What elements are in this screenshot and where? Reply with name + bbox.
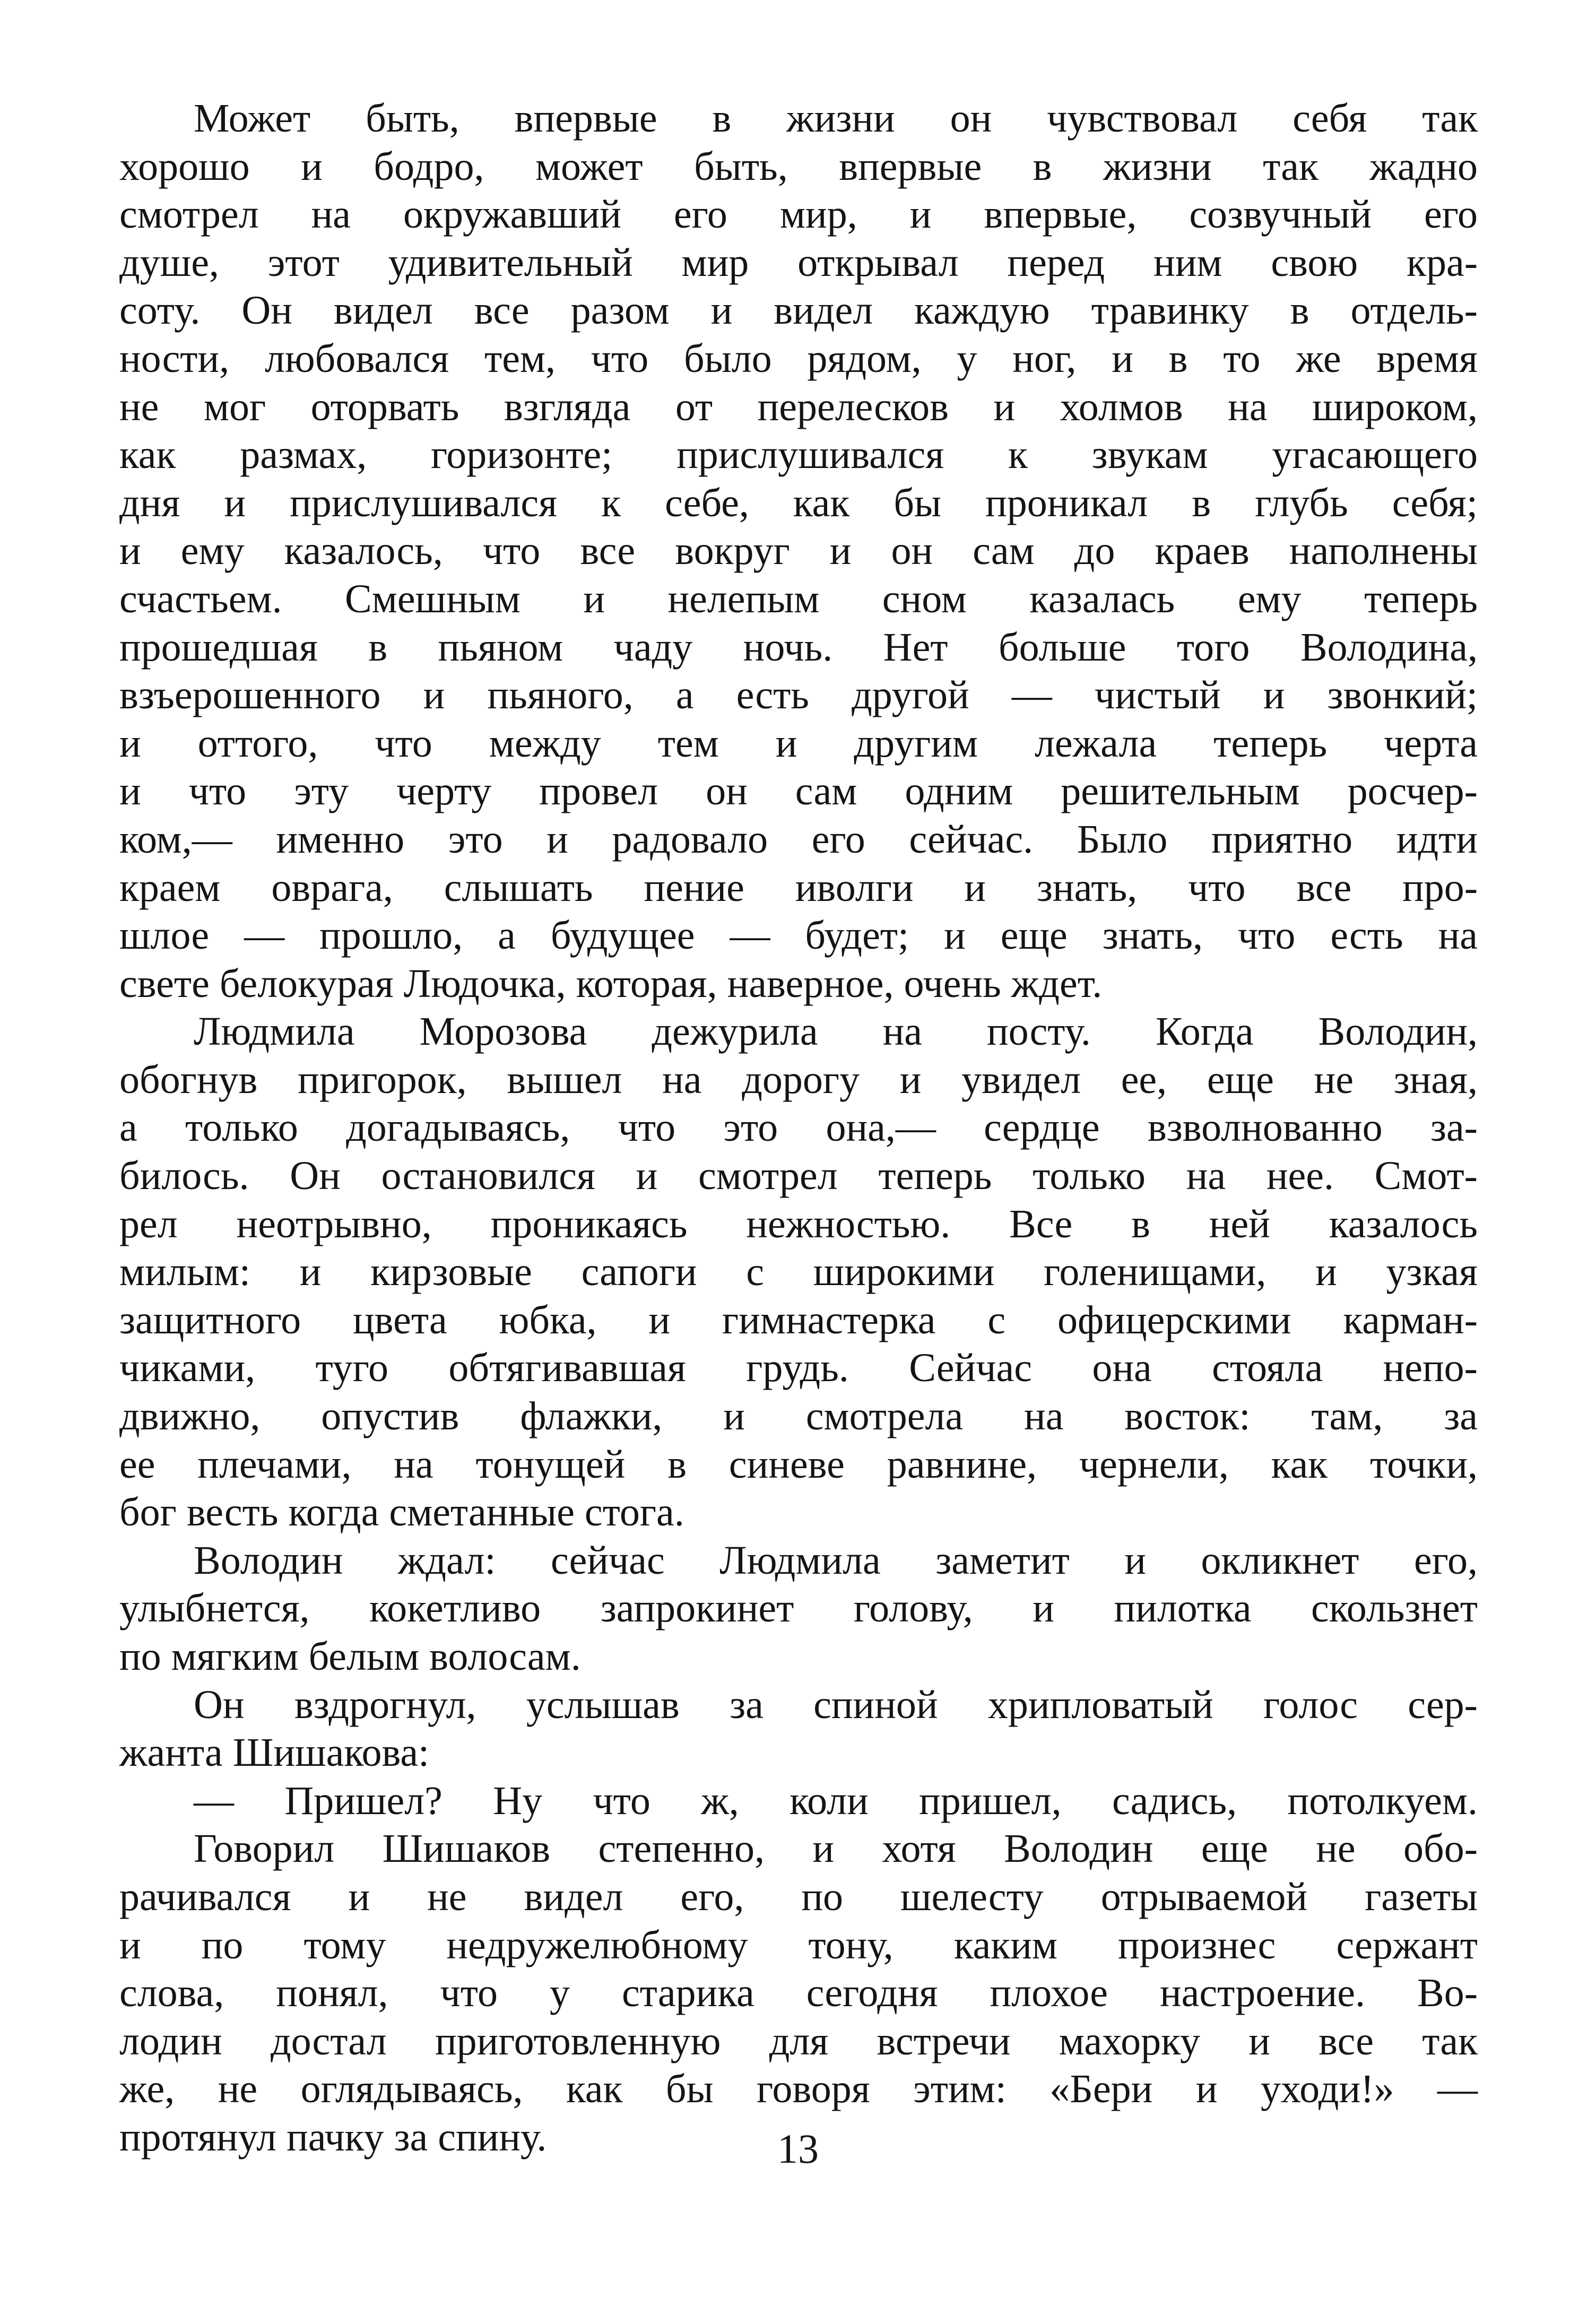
- text-line: ее плечами, на тонущей в синеве равнине, чернели, как точки,: [119, 1442, 1478, 1487]
- text-line: рачивался и не видел его, по шелесту отрываемой газеты: [119, 1874, 1478, 1919]
- text-line: и по тому недружелюбному тону, каким произнес сержант: [119, 1922, 1478, 1967]
- text-line: движно, опустив флажки, и смотрела на восток: там, за: [119, 1394, 1478, 1439]
- text-line: и что эту черту провел он сам одним решительным росчер-: [119, 769, 1478, 814]
- text-line: Говорил Шишаков степенно, и хотя Володин еще не обо-: [194, 1826, 1478, 1871]
- page-number: 13: [777, 2126, 819, 2172]
- text-line: хорошо и бодро, может быть, впервые в жизни так жадно: [119, 144, 1478, 189]
- text-line: шлое — прошло, а будущее — будет; и еще знать, что есть на: [119, 913, 1478, 958]
- text-line: взъерошенного и пьяного, а есть другой — чистый и звонкий;: [119, 673, 1478, 718]
- text-line: а только догадываясь, что это она,— сердце взволнованно за-: [119, 1105, 1478, 1150]
- text-line: лодин достал приготовленную для встречи махорку и все так: [119, 2018, 1478, 2063]
- text-line: — Пришел? Ну что ж, коли пришел, садись, потолкуем.: [194, 1778, 1478, 1823]
- text-line: защитного цвета юбка, и гимнастерка с офицерскими карман-: [119, 1297, 1478, 1342]
- text-line: жанта Шишакова:: [119, 1730, 430, 1775]
- text-line: обогнув пригорок, вышел на дорогу и увидел ее, еще не зная,: [119, 1057, 1478, 1102]
- text-line: бог весть когда сметанные стога.: [119, 1490, 684, 1535]
- text-line: чиками, туго обтягивавшая грудь. Сейчас она стояла непо-: [119, 1346, 1478, 1391]
- text-line: Может быть, впервые в жизни он чувствовал себя так: [194, 96, 1478, 141]
- text-line: соту. Он видел все разом и видел каждую травинку в отдель-: [119, 288, 1478, 333]
- text-line: протянул пачку за спину.: [119, 2114, 547, 2160]
- text-line: Он вздрогнул, услышав за спиной хрипловатый голос сер-: [194, 1682, 1478, 1727]
- text-line: дня и прислушивался к себе, как бы проникал в глубь себя;: [119, 480, 1478, 525]
- text-line: и ему казалось, что все вокруг и он сам до краев наполнены: [119, 528, 1478, 574]
- text-line: как размах, горизонте; прислушивался к звукам угасающего: [119, 432, 1478, 478]
- text-line: смотрел на окружавший его мир, и впервые, созвучный его: [119, 192, 1478, 237]
- text-line: краем оврага, слышать пение иволги и знать, что все про-: [119, 865, 1478, 910]
- text-line: и оттого, что между тем и другим лежала теперь черта: [119, 721, 1478, 766]
- text-line: улыбнется, кокетливо запрокинет голову, и пилотка скользнет: [119, 1586, 1478, 1631]
- text-line: слова, понял, что у старика сегодня плохое настроение. Во-: [119, 1971, 1478, 2016]
- text-line: не мог оторвать взгляда от перелесков и холмов на широком,: [119, 384, 1478, 429]
- text-line: ком,— именно это и радовало его сейчас. Было приятно идти: [119, 817, 1478, 862]
- text-line: счастьем. Смешным и нелепым сном казалась ему теперь: [119, 576, 1478, 621]
- text-line: свете белокурая Людочка, которая, наверное, очень ждет.: [119, 961, 1103, 1006]
- text-line: Людмила Морозова дежурила на посту. Когда Володин,: [194, 1009, 1478, 1054]
- text-line: милым: и кирзовые сапоги с широкими голенищами, и узкая: [119, 1250, 1478, 1295]
- text-line: рел неотрывно, проникаясь нежностью. Все в ней казалось: [119, 1201, 1478, 1246]
- text-line: по мягким белым волосам.: [119, 1634, 581, 1679]
- text-line: билось. Он остановился и смотрел теперь только на нее. Смот-: [119, 1154, 1478, 1199]
- text-line: прошедшая в пьяном чаду ночь. Нет больше того Володина,: [119, 625, 1478, 670]
- text-line: ности, любовался тем, что было рядом, у ног, и в то же время: [119, 336, 1478, 381]
- text-line: же, не оглядываясь, как бы говоря этим: «Бери и уходи!» —: [119, 2067, 1478, 2112]
- text-line: Володин ждал: сейчас Людмила заметит и окликнет его,: [194, 1538, 1478, 1583]
- body-text: [119, 94, 1478, 2162]
- text-line: душе, этот удивительный мир открывал перед ним свою кра-: [119, 240, 1478, 285]
